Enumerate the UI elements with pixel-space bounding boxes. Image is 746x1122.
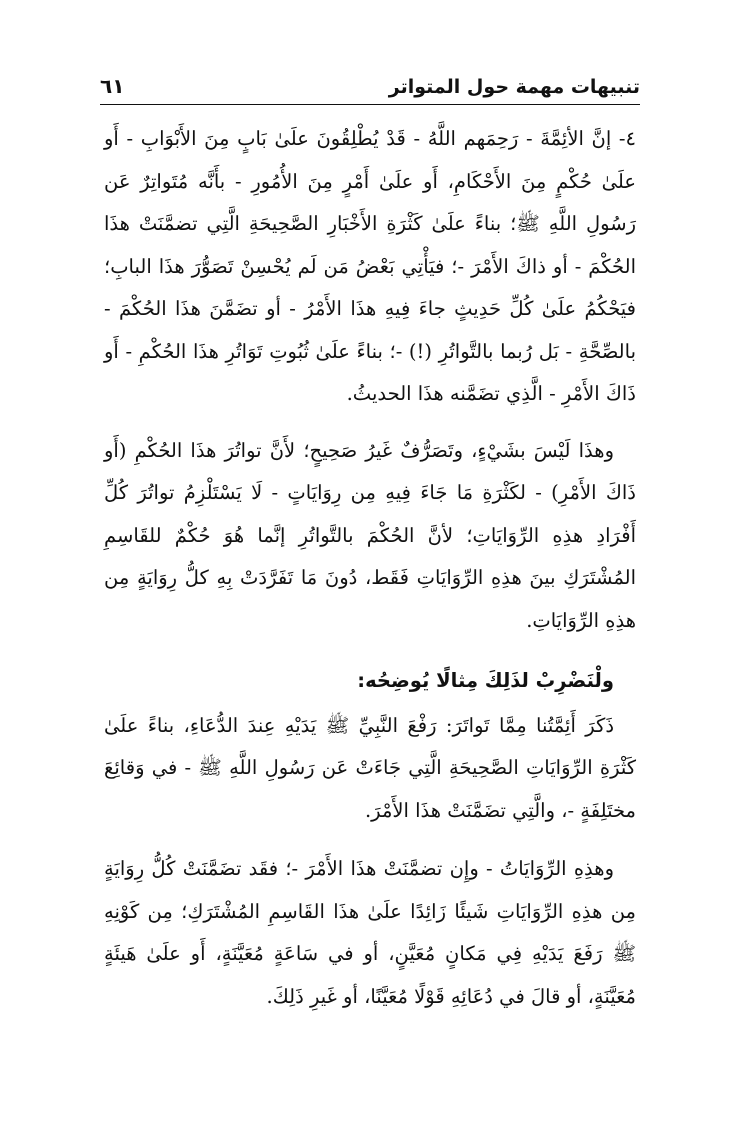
header-rule [100, 104, 640, 105]
running-title: تنبيهات مهمة حول المتواتر [388, 76, 640, 98]
page-header [100, 58, 640, 98]
paragraph: ذَكَرَ أَئِمَّتُنا مِمَّا تَواتَرَ: رَفْعَ النَّبِيِّ ﷺ يَدَيْهِ عِندَ الدُّعَاءِ، بناءً علَىٰ كَثْرَةِ الرِّوَايَاتِ الصَّحِيحَةِ الَّتِي جَاءَتْ عَن رَسُولِ اللَّهِ ﷺ - في وَقائِعَ مختَلِفَةٍ -، والَّتِي تضَمَّنَتْ هذَا الأَمْرَ. [104, 713, 636, 822]
paragraph: ٤- إنَّ الأئِمَّةَ - رَحِمَهم اللَّهُ - قَدْ يُطْلِقُونَ علَىٰ بَابٍ مِنَ الأَبْوَابِ - أَو علَىٰ حُكْمٍ مِنَ الأَحْكَامِ، أَو علَىٰ أَمْرٍ مِنَ الأُمُورِ - بأَنَّه مُتَواتِرٌ عَن رَسُولِ اللَّهِ ﷺ؛ بناءً علَىٰ كَثْرَةِ الأَخْبَارِ الصَّحِيحَةِ الَّتِي تضمَّنَتْ هذَا الحُكْمَ - أو ذاكَ الأَمْرَ -؛ فيَأْتِي بَعْضُ مَن لَم يُحْسِنْ تَصَوُّرَ هذَا البابِ؛ فيَحْكُمُ علَىٰ كُلِّ حَدِيثٍ جاءَ فِيهِ هذَا الأَمْرُ - أو تضَمَّنَ هذَا الحُكْمَ - بالصِّحَّةِ - بَل رُبما بالتَّواتُرِ (!) -؛ بناءً علَىٰ ثُبُوتِ تَوَاتُرِ هذَا الحُكْمِ - أَو ذَاكَ الأَمْرِ - الَّذِي تضَمَّنه هذَا الحديثُ. [104, 127, 636, 405]
example-heading: ولْنَضْرِبْ لذَلِكَ مِثالًا يُوضِحُه: [357, 669, 614, 692]
page-body [104, 118, 636, 1018]
paragraph: وهذَا لَيْسَ بشَيْءٍ، وتَصَرُّفٌ غَيرُ صَحِيحٍ؛ لأَنَّ تواتُرَ هذَا الحُكْمِ (أَو ذَاكَ الأَمْرِ) - لكَثْرَةِ مَا جَاءَ فِيهِ مِن رِوَايَاتٍ - لَا يَسْتَلْزِمُ تواتُرَ كُلِّ أَفْرَادِ هذِهِ الرِّوَايَاتِ؛ لأنَّ الحُكْمَ بالتَّواتُرِ إنَّما هُوَ حُكْمٌ للقَاسِمِ المُشْتَرَكِ بينَ هذِهِ الرِّوَايَاتِ فَقَط، دُونَ مَا تَفَرَّدَتْ بِهِ كلُّ رِوَايَةٍ مِن هذِهِ الرِّوَايَاتِ. [104, 438, 636, 632]
paragraph: وهذِهِ الرِّوَايَاتُ - وإِن تضمَّنَتْ هذَا الأَمْرَ -؛ فقَد تضَمَّنَتْ كُلُّ رِوَايَةٍ مِن هذِهِ الرِّوَايَاتِ شَيئًا زَائِدًا علَىٰ هذَا القَاسِمِ المُشْتَرَكِ؛ مِن كَوْنِهِ ﷺ رَفَعَ يَدَيْهِ فِي مَكانٍ مُعَيَّنٍ، أو في سَاعَةٍ مُعَيَّنَةٍ، أَو علَىٰ هَيئَةٍ مُعَيَّنَةٍ، أو قالَ في دُعَائِهِ قَوْلًا مُعَيَّنًا، أو غَيرِ ذَلِكَ. [104, 857, 636, 1008]
page-number: ٦١ [100, 74, 125, 98]
